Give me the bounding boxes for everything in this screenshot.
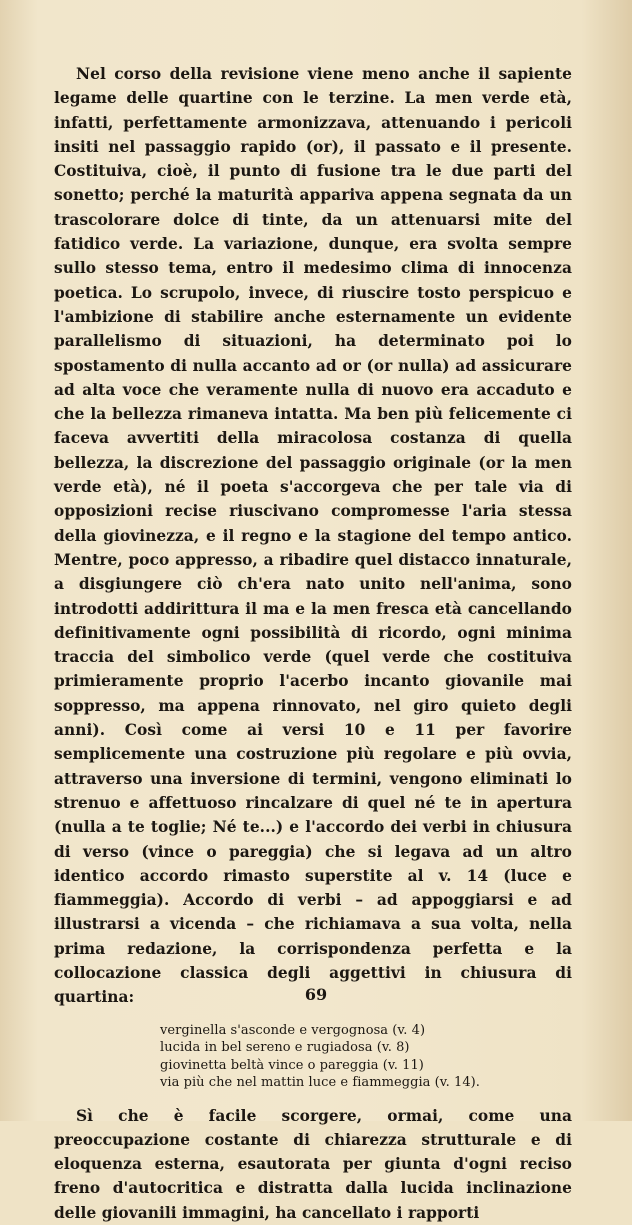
page-number: 69 (304, 985, 328, 1004)
paragraph: Nel corso della revisione viene meno anche il sapiente legame delle quartine con le terzine. La men verde età, infatti, perfettamente armonizzava, attenuando i pericoli insiti nel passaggio rapido (or), il passato e il presente. Costituiva, cioè, il punto di fusione tra le due parti del sonetto; perché la maturità appariva appena segnata da un trascolorare dolce di tinte, da un attenuarsi mite del fatidico verde. La variazione, dunque, era svolta sempre sullo stesso tema, entro il medesimo clima di innocenza poetica. Lo scrupolo, invece, di riuscire tosto perspicuo e l'ambizione di stabilire anche esternamente un evidente parallelismo di situazioni, ha determinato poi lo spostamento di nulla accanto ad or (or nulla) ad assicurare ad alta voce che veramente nulla di nuovo era accaduto e che la bellezza rimaneva intatta. Ma ben più felicemente ci faceva avvertiti della miracolosa costanza di quella bellezza, la discrezione del passaggio originale (or la men verde età), né il poeta s'accorgeva che per tale via di opposizioni recise riuscivano compromesse l'aria stessa della giovinezza, e il regno e la stagione del tempo antico. Mentre, poco appresso, a ribadire quel distacco innaturale, a disgiungere ciò ch'era nato unito nell'anima, sono introdotti addirittura il ma e la men fresca età cancellando definitivamente ogni possibilità di ricordo, ogni minima traccia del simbolico verde (quel verde che costituiva primieramente proprio l'acerbo incanto giovanile mai soppresso, ma appena rinnovato, nel giro quieto degli anni). Così come ai versi 10 e 11 per favorire semplicemente una costruzione più regolare e più ovvia, attraverso una inversione di termini, vengono eliminati lo strenuo e affettuoso rincalzare di quel né te in apertura (nulla a te toglie; Né te...) e l'accordo dei verbi in chiusura di verso (vince o pareggia) che si legava ad un altro identico accordo rimasto superstite al v. 14 (luce e fiammeggia). Accordo di verbi – ad appoggiarsi e ad illustrarsi a vicenda – che richiamava a sua volta, nella prima redazione, la corrispondenza perfetta e la collocazione classica degli aggettivi in chiusura di quartina: (54, 65, 572, 1007)
verse-line: via più che nel mattin luce e fiammeggia (v. 14). (160, 1075, 480, 1091)
verse-line: lucida in bel sereno e rugiadosa (v. 8) (160, 1040, 410, 1056)
body-text (54, 62, 572, 1225)
paragraph: Sì che è facile scorgere, ormai, come una preoccupazione costante di chiarezza strutturale e di eloquenza esterna, esautorata per giunta d'ogni reciso freno d'autocritica e distratta dalla lucida inclinazione delle giovanili immagini, ha cancellato i rapporti (54, 1106, 572, 1222)
verse-quotation (160, 1022, 572, 1092)
verse-line: giovinetta beltà vince o pareggia (v. 11) (160, 1057, 424, 1073)
verse-line: verginella s'asconde e vergognosa (v. 4) (160, 1022, 426, 1038)
